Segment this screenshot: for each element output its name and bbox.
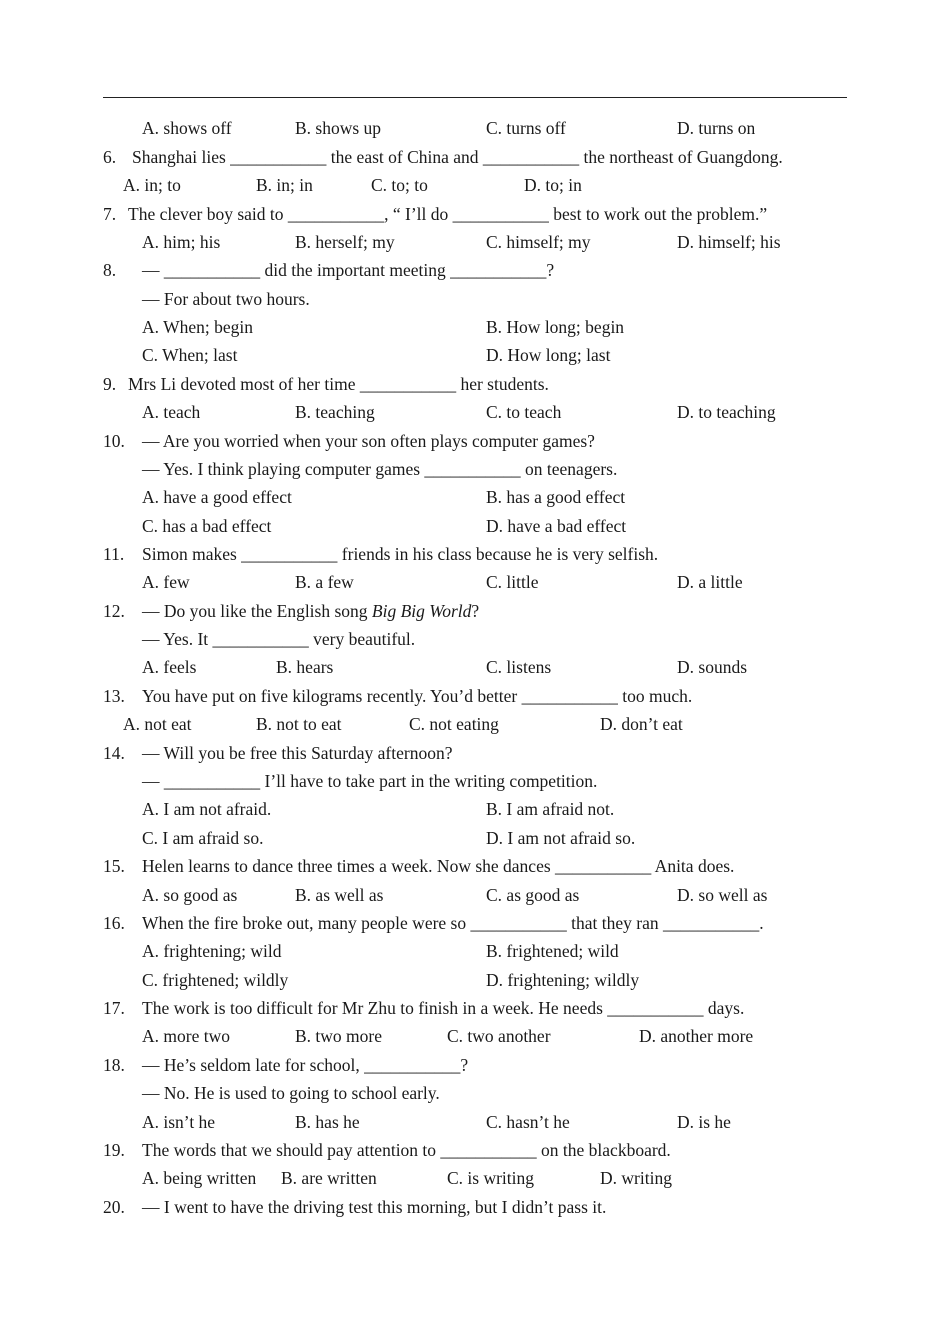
option: B. I am afraid not. (486, 799, 615, 819)
question-number: 15. (103, 856, 125, 876)
option: D. writing (600, 1168, 672, 1188)
dialogue-reply: — Yes. I think playing computer games ___________ on teenagers. (142, 459, 618, 479)
question-stem (142, 599, 479, 623)
option: C. little (486, 572, 539, 592)
question-number: 7. (103, 204, 117, 224)
option: B. in; in (256, 175, 313, 195)
option: C. as good as (486, 885, 580, 905)
option: C. I am afraid so. (142, 828, 264, 848)
option: D. frightening; wildly (486, 970, 640, 990)
option: C. frightened; wildly (142, 970, 289, 990)
question-number: 19. (103, 1140, 125, 1160)
option: A. so good as (142, 885, 238, 905)
option: B. has he (295, 1112, 360, 1132)
option: A. I am not afraid. (142, 799, 272, 819)
question-stem: — I went to have the driving test this morning, but I didn’t pass it. (142, 1197, 607, 1217)
option: D. is he (677, 1112, 731, 1132)
option: D. I am not afraid so. (486, 828, 636, 848)
option: C. himself; my (486, 232, 591, 252)
option: C. has a bad effect (142, 516, 272, 536)
stem-text: ? (471, 601, 480, 621)
option: A. being written (142, 1168, 257, 1188)
question-stem: — Are you worried when your son often plays computer games? (142, 431, 595, 451)
option: D. to; in (524, 175, 582, 195)
question-number: 20. (103, 1197, 125, 1217)
option: D. turns on (677, 118, 756, 138)
option: C. listens (486, 657, 552, 677)
option: B. two more (295, 1026, 383, 1046)
option: A. frightening; wild (142, 941, 282, 961)
option: B. teaching (295, 402, 375, 422)
option: B. has a good effect (486, 487, 626, 507)
option: A. have a good effect (142, 487, 292, 507)
option: C. hasn’t he (486, 1112, 570, 1132)
option: D. another more (639, 1026, 754, 1046)
question-stem: Helen learns to dance three times a week. Now she dances ___________ Anita does. (142, 856, 735, 876)
option: B. How long; begin (486, 317, 625, 337)
question-number: 12. (103, 601, 125, 621)
question-stem: The words that we should pay attention to ___________ on the blackboard. (142, 1140, 671, 1160)
question-number: 9. (103, 374, 117, 394)
option: D. don’t eat (600, 714, 683, 734)
option: B. are written (281, 1168, 377, 1188)
option: C. to; to (371, 175, 428, 195)
question-number: 13. (103, 686, 125, 706)
option: A. When; begin (142, 317, 253, 337)
option: B. as well as (295, 885, 384, 905)
option: D. a little (677, 572, 743, 592)
option: D. have a bad effect (486, 516, 627, 536)
question-stem: — ___________ did the important meeting ___________? (142, 260, 555, 280)
option: A. more two (142, 1026, 230, 1046)
question-stem: You have put on five kilograms recently. You’d better ___________ too much. (142, 686, 693, 706)
option: B. frightened; wild (486, 941, 619, 961)
option: D. sounds (677, 657, 748, 677)
song-title: Big Big World (371, 601, 472, 621)
option: B. hears (276, 657, 334, 677)
question-number: 14. (103, 743, 125, 763)
option: A. shows off (142, 118, 232, 138)
option: A. few (142, 572, 190, 592)
option: D. himself; his (677, 232, 781, 252)
question-number: 11. (103, 544, 125, 564)
option: D. to teaching (677, 402, 776, 422)
question-stem: The clever boy said to ___________, “ I’ll do ___________ best to work out the problem.” (128, 204, 768, 224)
option: C. is writing (447, 1168, 535, 1188)
option: C. When; last (142, 345, 238, 365)
question-number: 8. (103, 260, 117, 280)
stem-text: — Do you like the English song (142, 601, 372, 621)
option: B. a few (295, 572, 354, 592)
dialogue-reply: — ___________ I’ll have to take part in the writing competition. (142, 771, 598, 791)
option: B. herself; my (295, 232, 395, 252)
dialogue-reply: — Yes. It ___________ very beautiful. (142, 629, 416, 649)
option: A. in; to (123, 175, 181, 195)
option: A. isn’t he (142, 1112, 216, 1132)
option: C. not eating (409, 714, 499, 734)
question-stem: Mrs Li devoted most of her time ___________ her students. (128, 374, 549, 394)
dialogue-reply: — For about two hours. (142, 289, 310, 309)
option: B. shows up (295, 118, 382, 138)
question-stem: — Will you be free this Saturday afternoon? (142, 743, 453, 763)
question-number: 18. (103, 1055, 125, 1075)
option: A. teach (142, 402, 201, 422)
option: A. feels (142, 657, 197, 677)
question-stem: When the fire broke out, many people were so ___________ that they ran ___________. (142, 913, 764, 933)
option: A. not eat (123, 714, 192, 734)
question-stem: Simon makes ___________ friends in his class because he is very selfish. (142, 544, 659, 564)
question-stem: The work is too difficult for Mr Zhu to finish in a week. He needs ___________ days. (142, 998, 745, 1018)
option: A. him; his (142, 232, 221, 252)
question-number: 6. (103, 147, 117, 167)
header-rule (103, 97, 847, 98)
option: D. How long; last (486, 345, 611, 365)
option: B. not to eat (256, 714, 342, 734)
option: C. two another (447, 1026, 551, 1046)
option: C. turns off (486, 118, 566, 138)
dialogue-reply: — No. He is used to going to school early. (142, 1083, 440, 1103)
question-stem: Shanghai lies ___________ the east of China and ___________ the northeast of Guangdong. (132, 147, 783, 167)
question-number: 10. (103, 431, 125, 451)
option: C. to teach (486, 402, 562, 422)
question-number: 17. (103, 998, 125, 1018)
question-number: 16. (103, 913, 125, 933)
option: D. so well as (677, 885, 768, 905)
question-stem: — He’s seldom late for school, ___________? (142, 1055, 469, 1075)
